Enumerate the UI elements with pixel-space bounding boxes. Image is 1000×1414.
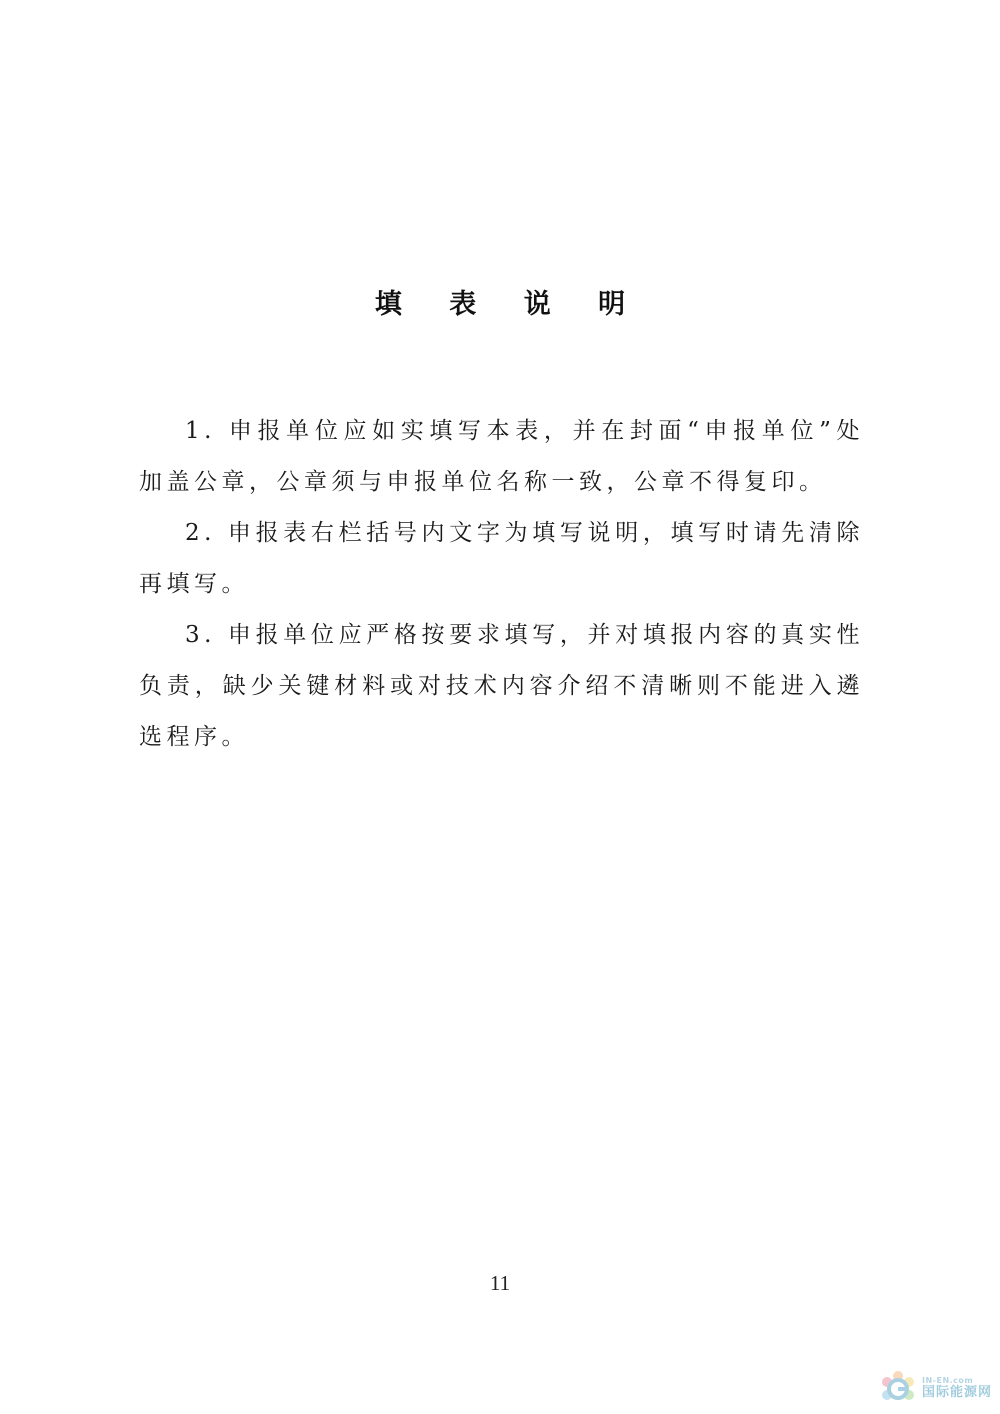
page-number: 11 bbox=[489, 1271, 511, 1295]
watermark bbox=[878, 1368, 992, 1408]
watermark-domain: IN-EN.com bbox=[921, 1376, 974, 1385]
instructions-list bbox=[139, 406, 864, 763]
page-title: 填 表 说 明 bbox=[374, 289, 645, 320]
instruction-item-1: 1. 申报单位应如实填写本表，并在封面“申报单位”处加盖公章，公章须与申报单位名称一致，公章不得复印。 bbox=[139, 418, 864, 495]
instruction-item-3: 3. 申报单位应严格按要求填写，并对填报内容的真实性负责，缺少关键材料或对技术内容介绍不清晰则不能进入遴选程序。 bbox=[139, 622, 864, 750]
flower-logo-icon bbox=[878, 1368, 918, 1408]
instruction-item-2: 2. 申报表右栏括号内文字为填写说明，填写时请先清除再填写。 bbox=[139, 520, 864, 597]
watermark-name: 国际能源网 bbox=[921, 1385, 992, 1400]
